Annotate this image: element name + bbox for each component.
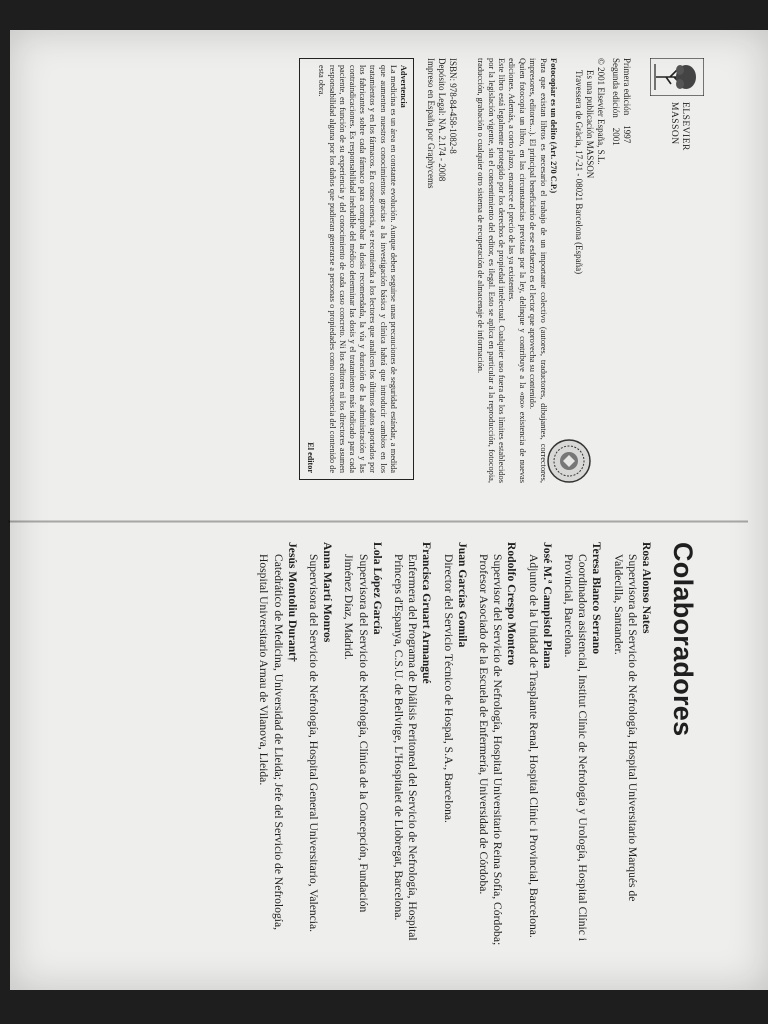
contributor-entry bbox=[561, 542, 604, 952]
edition-label: Primera edición bbox=[622, 58, 632, 116]
edition-year: 1997 bbox=[622, 125, 632, 144]
copyright-line: Es una publicación MASSON bbox=[585, 70, 595, 179]
contributor-name: Lola López García bbox=[370, 542, 384, 635]
advertencia-body: La medicina es un área en constante evolución. Aunque deben seguirse unas precauciones de seguridad estándar, a medida que aumenten nuestros conocimientos gracias a la investigación básica y clínica habrá que introducir cambios en los tratamientos y en los fármacos. En consecuencia, se recomienda a los lectores que analicen los últimos datos aportados por los fabricantes sobre cada fármaco para comprobar la dosis recomendada, la vía y duración de la administración y las contraindicaciones. Es responsabilidad ineludible del médico determinar las dosis y el tratamiento más indicado para cada paciente, en función de su experiencia y del conocimiento de cada caso concreto. Ni los editores ni los directores asumen responsabilidad alguna por los daños que pudieran generarse a personas o propiedades como consecuencia del contenido de esta obra. bbox=[317, 65, 398, 473]
legal-paragraph: Quien fotocopia un libro, en las circunstancias previstas por la ley, delinque y contribuye a la «no» existencia de nuevas ediciones. Además, a corto plazo, encarece el precio de las ya existentes. bbox=[507, 58, 527, 483]
contributor-entry bbox=[440, 542, 468, 952]
contributor-entry bbox=[476, 542, 519, 952]
publisher-line2: MASSON bbox=[669, 102, 679, 145]
publisher-seal-icon bbox=[546, 438, 592, 484]
legal-heading: Fotocopiar es un delito (Art. 270 C.P.) bbox=[549, 58, 558, 194]
editions bbox=[610, 58, 632, 146]
legal-notice bbox=[475, 58, 558, 483]
isbn-line: ISBN: 978-84-458-1082-8 bbox=[448, 58, 458, 154]
contributor-role: Supervisora del Servicio de Nefrología, Hospital General Universitario, Valencia. bbox=[306, 554, 320, 933]
contributor-name: Anna Martí Monros bbox=[321, 542, 335, 643]
publisher-name bbox=[668, 102, 690, 151]
contributor-role: Supervisora del Servicio de Nefrología, Clínica de la Concepción, Fundación Jiménez Díaz, Madrid. bbox=[342, 554, 370, 913]
contributor-name: Teresa Blanco Serrano bbox=[590, 542, 604, 655]
contributor-entry bbox=[391, 542, 434, 952]
contributor-name: José M.ª Campistol Plana bbox=[540, 542, 554, 669]
isbn-block bbox=[425, 58, 458, 188]
edition-year: 2001 bbox=[611, 127, 621, 146]
copyright-line: © 2001 Elsevier España, S.L. bbox=[596, 58, 606, 165]
legal-paragraph: Este libro está legalmente protegido por los derechos de propiedad intelectual. Cualquier uso fuera de los límites establecidos por la legislación vigente, sin el consentimiento del editor, es ilegal. Esto se aplica en particular a la reproducción, fotocopia, traducción, grabación o cualquier otro sistema de recuperación de almacenaje de información. bbox=[476, 58, 506, 483]
legal-paragraph: Para que existan libros es necesario el trabajo de un importante colectivo (autores, traductores, dibujantes, correctores, impresores, editores...). El principal beneficiario de ese esfuerzo es el lector que aprovecha su contenido. bbox=[528, 58, 548, 483]
contributor-role: Enfermera del Programa de Diálisis Peritoneal del Servicio de Nefrología, Hospital Prínceps d'Espanya, C.S.U. de Bellvitge, L'Hospitalet de Llobregat, Barcelona. bbox=[391, 554, 420, 941]
copyright-block bbox=[573, 58, 606, 274]
edition-row bbox=[621, 58, 632, 146]
contributor-role: Supervisor del Servicio de Nefrología, Hospital Universitario Reina Sofía, Córdoba; Profesor Asociado de la Escuela de Enfermería, Universidad de Córdoba. bbox=[476, 554, 505, 946]
advertencia-box bbox=[299, 58, 414, 480]
contributor-name: Francisca Gruart Armangué bbox=[420, 542, 434, 684]
contributor-entry bbox=[306, 542, 334, 952]
page-title: Colaboradores bbox=[668, 542, 698, 737]
contributor-role: Catedrático de Medicina, Universidad de Lleida; Jefe del Servicio de Nefrología, Hospital Universitario Arnau de Vilanova, Lleida. bbox=[257, 554, 285, 931]
contributor-role: Supervisora del Servicio de Nefrología, Hospital Universitario Marqués de Valdecilla, Santander. bbox=[611, 554, 639, 902]
copyright-page bbox=[120, 58, 710, 488]
elsevier-tree-icon bbox=[650, 58, 704, 96]
contributor-role: Coordinadora asistencial, Institut Clínic de Nefrología y Urología, Hospital Clínic i Provincial, Barcelona. bbox=[561, 554, 590, 942]
contributor-name: Jesús Montoliu Durant† bbox=[285, 542, 299, 662]
printer-line: Impreso en España por Graphycems bbox=[426, 58, 436, 189]
edition-label: Segunda edición bbox=[611, 58, 621, 118]
copyright-line: Travessera de Gràcia, 17-21 - 08021 Barcelona (España) bbox=[574, 70, 584, 275]
legal-deposit-line: Depósito Legal: NA. 2.174 - 2008 bbox=[437, 58, 447, 182]
advertencia-heading: Advertencia bbox=[399, 65, 408, 108]
publisher-logo bbox=[646, 58, 704, 151]
page-fold bbox=[8, 520, 748, 523]
contributor-entry bbox=[610, 542, 653, 952]
contributor-entry bbox=[341, 542, 384, 952]
contributor-role: Adjunto de la Unidad de Trasplante Renal, Hospital Clínic i Provincial, Barcelona. bbox=[526, 554, 540, 938]
contributors-page bbox=[98, 542, 698, 952]
advertencia-signature: El editor bbox=[306, 442, 316, 473]
contributor-name: Rodolfo Crespo Montero bbox=[505, 542, 519, 666]
contributor-entry bbox=[256, 542, 299, 952]
contributor-name: Juan Garcías Gomila bbox=[455, 542, 469, 648]
contributor-role: Director del Servicio Técnico de Hospal, S.A., Barcelona. bbox=[441, 554, 455, 823]
publisher-line1: ELSEVIER bbox=[680, 102, 690, 151]
edition-row bbox=[610, 58, 621, 146]
contributor-name: Rosa Alonso Nates bbox=[640, 542, 653, 634]
contributor-entry bbox=[525, 542, 553, 952]
